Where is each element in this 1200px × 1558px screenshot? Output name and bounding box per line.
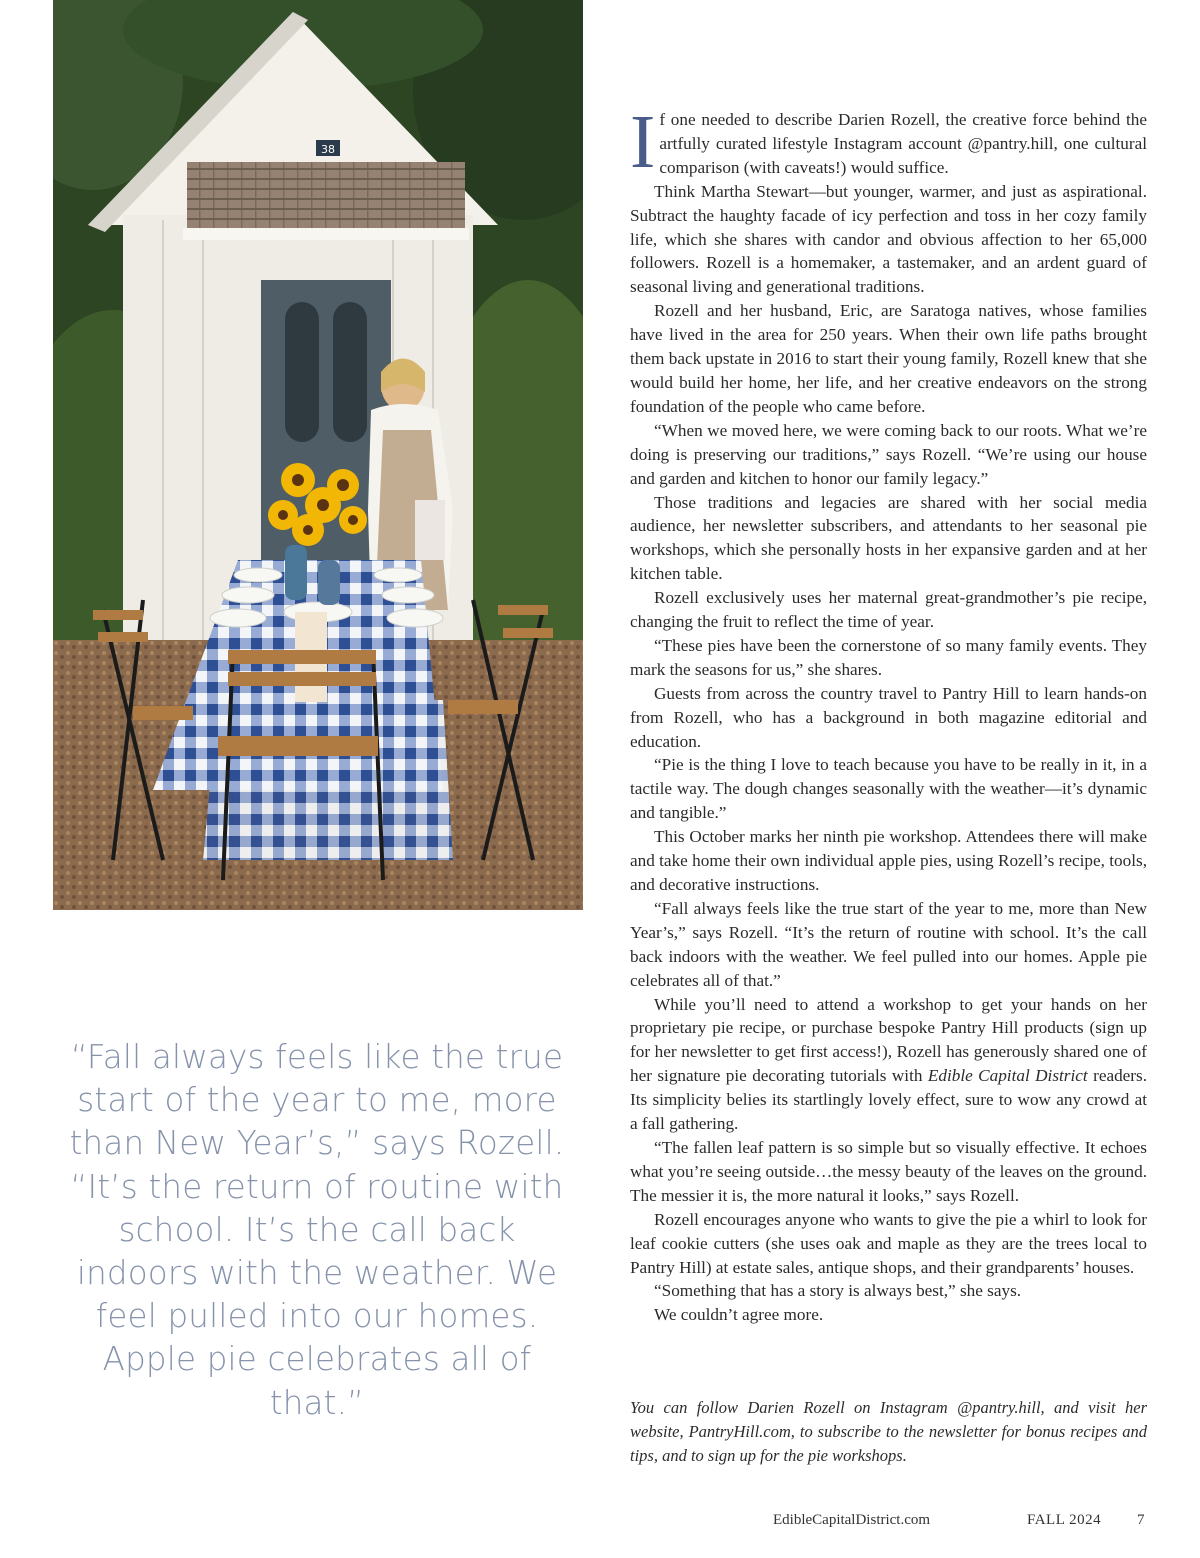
page-number: 7 (1137, 1512, 1145, 1528)
drop-cap: I (630, 100, 656, 184)
page-footer (0, 1512, 1200, 1536)
article-paragraph: Rozell and her husband, Eric, are Saratoga natives, whose families have lived in the area for 250 years. When their own life paths brought them back upstate in 2016 to start their young family, Rozell knew that she would build her home, her life, and her creative endeavors on the strong foundation of the people who came before. (630, 301, 1147, 416)
article-paragraph: “These pies have been the cornerstone of so many family events. They mark the seasons for us,” she shares. (630, 635, 1147, 679)
article-paragraph: Think Martha Stewart—but younger, warmer, and just as aspirational. Subtract the haughty facade of icy perfection and toss in her cozy family life, which she shares with candor and obvious affection to her 65,000 followers. Rozell is a homemaker, a tastemaker, and an ardent guard of seasonal living and generational traditions. (630, 181, 1147, 297)
article-paragraph: This October marks her ninth pie workshop. Attendees there will make and take home their own individual apple pies, using Rozell’s recipe, tools, and decorative instructions. (630, 827, 1147, 894)
footer-website: EdibleCapitalDistrict.com (773, 1512, 931, 1528)
house-number: 38 (321, 143, 335, 156)
feature-photo (53, 0, 583, 910)
author-credit: You can follow Darien Rozell on Instagram @pantry.hill, and visit her website, PantryHill.com, to subscribe to the newsletter for bonus recipes and tips, and to sign up for the pie workshops. (630, 1398, 1147, 1465)
photo-woman-setting-outdoor-table (53, 0, 583, 910)
article-paragraph: While you’ll need to attend a workshop to get your hands on her proprietary pie recipe, or purchase bespoke Pantry Hill products (sign up for her newsletter to get first access!), Rozell has generously shared one of her signature pie decorating tutorials with Edible Capital District readers. Its simplicity belies its startlingly lovely effect, sure to wow any crowd at a fall gathering. (630, 994, 1148, 1134)
article-paragraph: “Fall always feels like the true start of the year to me, more than New Year’s,” says Rozell. “It’s the return of routine with school. It’s the call back indoors with the weather. We feel pulled into our homes. Apple pie celebrates all of that.” (630, 898, 1147, 990)
footer-issue: FALL 2024 (1027, 1512, 1102, 1528)
article-paragraph: Rozell exclusively uses her maternal great-grandmother’s pie recipe, changing the fruit to reflect the time of year. (630, 588, 1147, 632)
article-paragraph: “When we moved here, we were coming back to our roots. What we’re doing is preserving our traditions,” says Rozell. “We’re using our house and garden and kitchen to honor our family legacy.” (630, 420, 1147, 488)
article-paragraph: “Pie is the thing I love to teach because you have to be really in it, in a tactile way. The dough changes seasonally with the weather—it’s dynamic and tangible.” (630, 755, 1147, 823)
article-paragraph: Guests from across the country travel to Pantry Hill to learn hands-on from Rozell, who has a background in both magazine editorial and education. (630, 683, 1147, 751)
pull-quote: “Fall always feels like the true start of the year to me, more than New Year’s,” says Rozell. “It’s the return of routine with school. It’s the call back indoors with the weather. We feel pulled into our homes. Apple pie celebrates all of that.” (69, 1038, 565, 1422)
article-paragraph: Those traditions and legacies are shared with her social media audience, her newsletter subscribers, and attendants to her seasonal pie workshops, which she personally hosts in her expansive garden and at her kitchen table. (630, 492, 1147, 584)
publication-name: Edible Capital District (927, 1066, 1088, 1086)
article-paragraph: We couldn’t agree more. (654, 1305, 824, 1325)
article-paragraph: “The fallen leaf pattern is so simple but so visually effective. It echoes what you’re seeing outside…the messy beauty of the leaves on the ground. The messier it is, the more natural it looks,” says Rozell. (630, 1137, 1147, 1205)
article-paragraph: If one needed to describe Darien Rozell, the creative force behind the artfully curated lifestyle Instagram account @pantry.hill, one cultural comparison (with caveats!) would suffice. (630, 100, 1147, 184)
article-paragraph: “Something that has a story is always best,” she says. (654, 1281, 1022, 1301)
article-body (630, 100, 1148, 1327)
article-paragraph: Rozell encourages anyone who wants to give the pie a whirl to look for leaf cookie cutters (she uses oak and maple as they are the trees local to Pantry Hill) at estate sales, antique shops, and their grandparents’ houses. (630, 1209, 1147, 1277)
